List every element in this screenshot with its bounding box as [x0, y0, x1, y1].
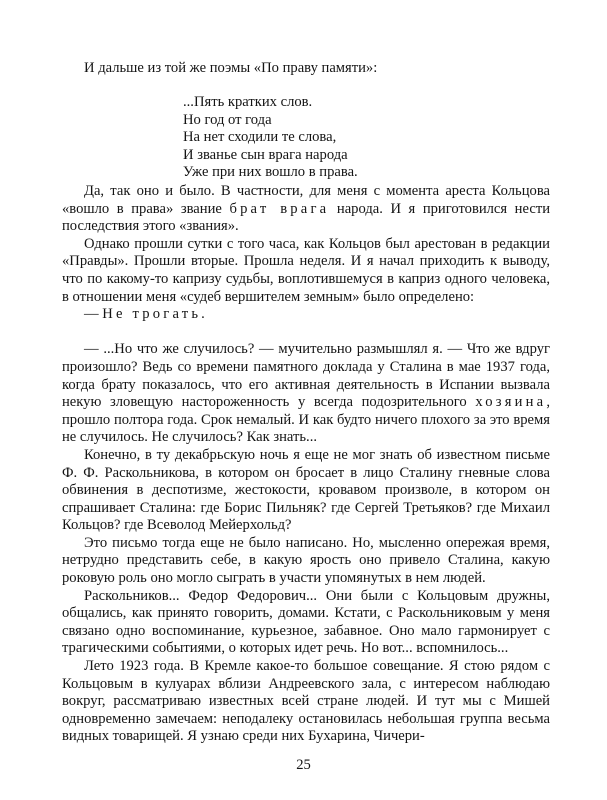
paragraph: Однако прошли сутки с того часа, как Кольцов был арестован в редакции «Правды». Прошли вторые. Прошла неделя. И я начал приходить к выводу, что по какому-то капризу судьбы, воплотившемуся в каприз одного человека, в отношении меня «судеб вершителем земным» было определено:	[62, 235, 550, 305]
poem-line: ...Пять кратких слов.	[183, 94, 313, 110]
page-number: 25	[296, 757, 311, 773]
paragraph-text: народа. И я приготовился нести последствия этого «звания».	[62, 200, 551, 235]
dash: —	[84, 306, 103, 323]
intro-text: И дальше из той же поэмы «По праву памяти»:	[84, 60, 378, 76]
paragraph: Раскольников... Федор Федорович... Они были с Кольцовым дружны, общались, как принято говорить, домами. Кстати, с Раскольниковым у меня связано одно воспоминание, курьезное, забавное. Оно мало гармонирует с трагическими событиями, о которых идет речь. Но вот... вспомнилось...	[62, 587, 550, 657]
paragraph: Это письмо тогда еще не было написано. Но, мысленно опережая время, нетрудно представить себе, в какую ярость оно привело Сталина, какую роковую роль оно могло сыграть в участи упомянутых в нем людей.	[62, 534, 550, 587]
paragraph-text: , прошло полтора года. Срок немалый. И как будто ничего плохого за это время не случилось. Не случилось? Как знать...	[62, 394, 550, 446]
paragraph: Лето 1923 года. В Кремле какое-то большое совещание. Я стою рядом с Кольцовым в кулуарах вблизи Андреевского зала, с интересом наблюдаю вокруг, рассматриваю известных всей стране людей. И тут мы с Мишей одновременно замечаем: неподалеку остановилась небольшая группа весьма видных товарищей. Я узнаю среди них Бухарина, Чичери-	[62, 658, 550, 745]
intro-line	[62, 60, 550, 78]
paragraph	[62, 341, 550, 447]
spaced-emphasis: хозяина	[475, 394, 547, 411]
poem-line: На нет сходили те слова,	[183, 129, 337, 146]
poem-line: И званье сын врага народа	[183, 146, 348, 163]
paragraph: Конечно, в ту декабрьскую ночь я еще не мог знать об известном письме Ф. Ф. Раскольникова, в котором он бросает в лицо Сталину гневные слова обвинения в деспотизме, жестокости, кровавом произволе, в котором он спрашивает Сталина: где Борис Пильняк? где Сергей Третьяков? где Михаил Кольцов? где Всеволод Мейерхольд?	[62, 446, 550, 534]
poem-line: Но год от года	[183, 111, 272, 128]
poem-line: Уже при них вошло в права.	[183, 164, 358, 181]
prose-body	[62, 183, 550, 746]
paragraph-text: — ...Но что же случилось? — мучительно размышлял я. — Что же вдруг произошло? Ведь со времени памятного доклада у Сталина в мае 1937 года, когда брату показалось, что его активная деятельность в Испании вызвала некую зловещую настороженность у всегда подозрительного	[62, 341, 550, 411]
paragraph	[62, 306, 550, 324]
spaced-emphasis: Не трогать.	[102, 306, 209, 323]
paragraph-text: Да, так оно и было. В частности, для меня с момента ареста Кольцова «вошло в права» звание	[62, 183, 550, 217]
paragraph	[62, 183, 550, 236]
poem-quote	[183, 94, 358, 182]
spaced-emphasis: брат врага	[229, 200, 330, 217]
